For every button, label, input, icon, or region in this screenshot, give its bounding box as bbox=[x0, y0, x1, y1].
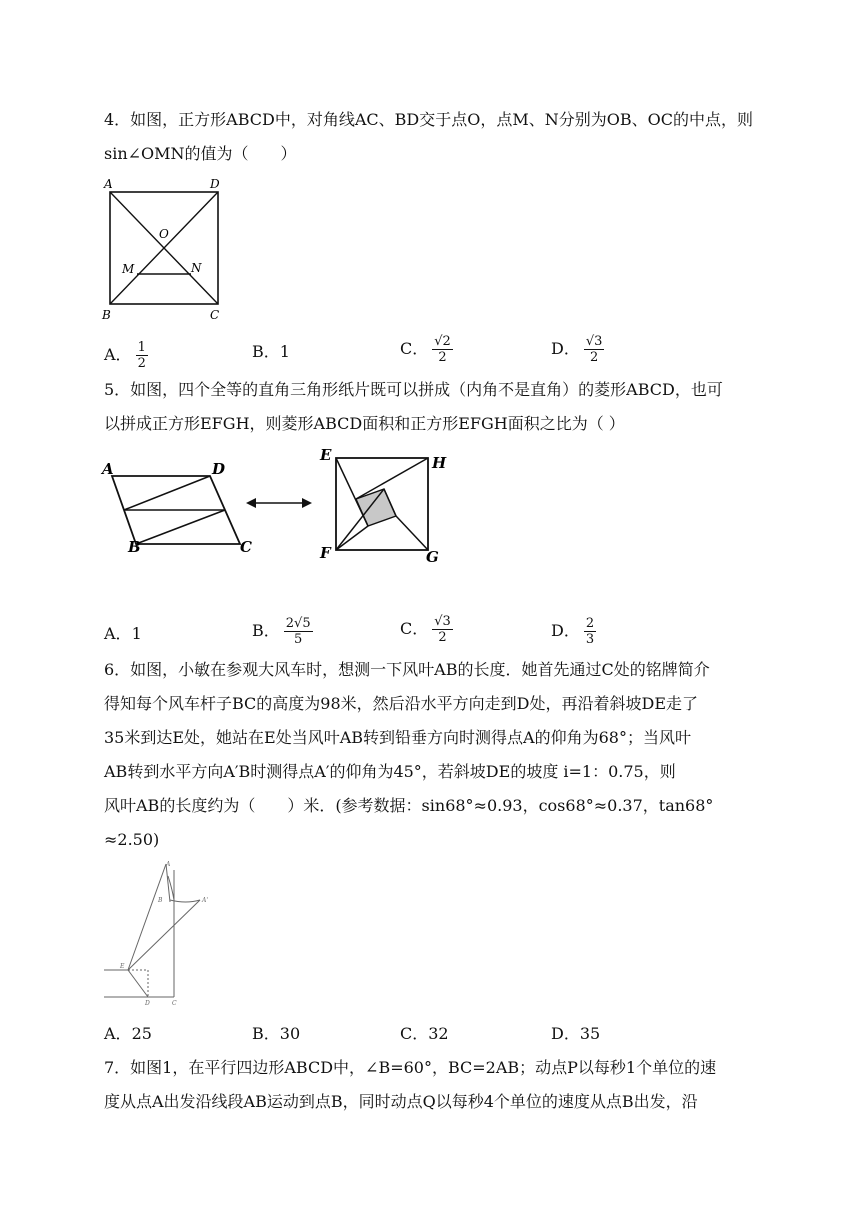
sightline-ea bbox=[128, 864, 166, 970]
q4-option-a: A． $\frac{1}{2}$ bbox=[104, 340, 146, 371]
q4-option-b: B．1 bbox=[252, 342, 290, 361]
q6-stem-line2: 得知每个风车杆子BC的高度为98米，然后沿水平方向走到D处，再沿着斜坡DE走了 bbox=[104, 694, 698, 713]
q4-stem-line1: 4．如图，正方形ABCD中，对角线AC、BD交于点O，点M、N分别为OB、OC的中点，则 bbox=[104, 110, 753, 129]
q6-option-c: C．32 bbox=[400, 1024, 449, 1043]
label-c: C bbox=[210, 308, 220, 322]
label-b: B bbox=[158, 897, 163, 904]
label-b: B bbox=[102, 308, 111, 322]
q7-stem-line1: 7．如图1，在平行四边形ABCD中，∠B=60°，BC=2AB；动点P以每秒1个单位的速 bbox=[104, 1058, 717, 1077]
inner-gray-square bbox=[356, 489, 396, 526]
label-b: B bbox=[128, 538, 141, 556]
slope-de bbox=[128, 970, 148, 997]
label-a: A bbox=[166, 861, 171, 868]
label-a: A bbox=[102, 460, 114, 478]
q5-option-a: A．1 bbox=[104, 624, 142, 643]
q5-option-c: C． $\frac{√3}{2}$ bbox=[400, 614, 451, 645]
q6-option-a: A．25 bbox=[104, 1024, 152, 1043]
label-o: O bbox=[159, 227, 169, 241]
q6-option-b: B．30 bbox=[252, 1024, 301, 1043]
q6-windmill-figure bbox=[100, 860, 220, 1010]
label-d: D bbox=[210, 177, 220, 191]
q5-option-b: B． $\frac{2√5}{5}$ bbox=[252, 616, 311, 647]
label-m: M bbox=[122, 262, 135, 276]
q4-option-d: D． $\frac{√3}{2}$ bbox=[551, 334, 603, 365]
label-e: E bbox=[120, 963, 125, 970]
blade-ab bbox=[166, 864, 170, 902]
label-n: N bbox=[191, 261, 202, 275]
label-e: E bbox=[320, 446, 332, 464]
q5-option-d: D． $\frac{2}{3}$ bbox=[551, 616, 595, 647]
label-a: A bbox=[104, 177, 113, 191]
sightline-ea2 bbox=[128, 900, 200, 970]
q7-stem-line2: 度从点A出发沿线段AB运动到点B，同时动点Q以每秒4个单位的速度从点B出发，沿 bbox=[104, 1092, 698, 1111]
q6-stem-line6: ≈2.50) bbox=[104, 830, 160, 849]
label-d: D bbox=[212, 460, 226, 478]
q4-square-figure bbox=[100, 174, 230, 324]
q6-stem-line5: 风叶AB的长度约为（ ）米．(参考数据：sin68°≈0.93，cos68°≈0.37，tan68° bbox=[104, 796, 714, 815]
q6-stem-line1: 6．如图，小敏在参观大风车时，想测一下风叶AB的长度．她首先通过C处的铭牌简介 bbox=[104, 660, 710, 679]
label-c: C bbox=[240, 538, 252, 556]
q6-stem-line4: AB转到水平方向A′B时测得点A′的仰角为45°，若斜坡DE的坡度 i=1：0.75，则 bbox=[104, 762, 676, 781]
q6-option-d: D．35 bbox=[551, 1024, 601, 1043]
q5-stem-line2: 以拼成正方形EFGH，则菱形ABCD面积和正方形EFGH面积之比为（ ） bbox=[104, 414, 625, 433]
label-a-prime: A' bbox=[202, 897, 208, 904]
label-d: D bbox=[145, 1000, 150, 1007]
q5-rhombus-square-figure bbox=[100, 444, 450, 574]
label-g: G bbox=[426, 548, 439, 566]
q4-option-c: C． $\frac{√2}{2}$ bbox=[400, 334, 451, 365]
q6-stem-line3: 35米到达E处，她站在E处当风叶AB转到铅垂方向时测得点A的仰角为68°；当风叶 bbox=[104, 728, 691, 747]
q4-stem-line2: sin∠OMN的值为（ ） bbox=[104, 144, 297, 163]
label-f: F bbox=[320, 544, 331, 562]
q5-stem-line1: 5．如图，四个全等的直角三角形纸片既可以拼成（内角不是直角）的菱形ABCD，也可 bbox=[104, 380, 723, 399]
label-c: C bbox=[172, 1000, 177, 1007]
label-h: H bbox=[432, 454, 447, 472]
